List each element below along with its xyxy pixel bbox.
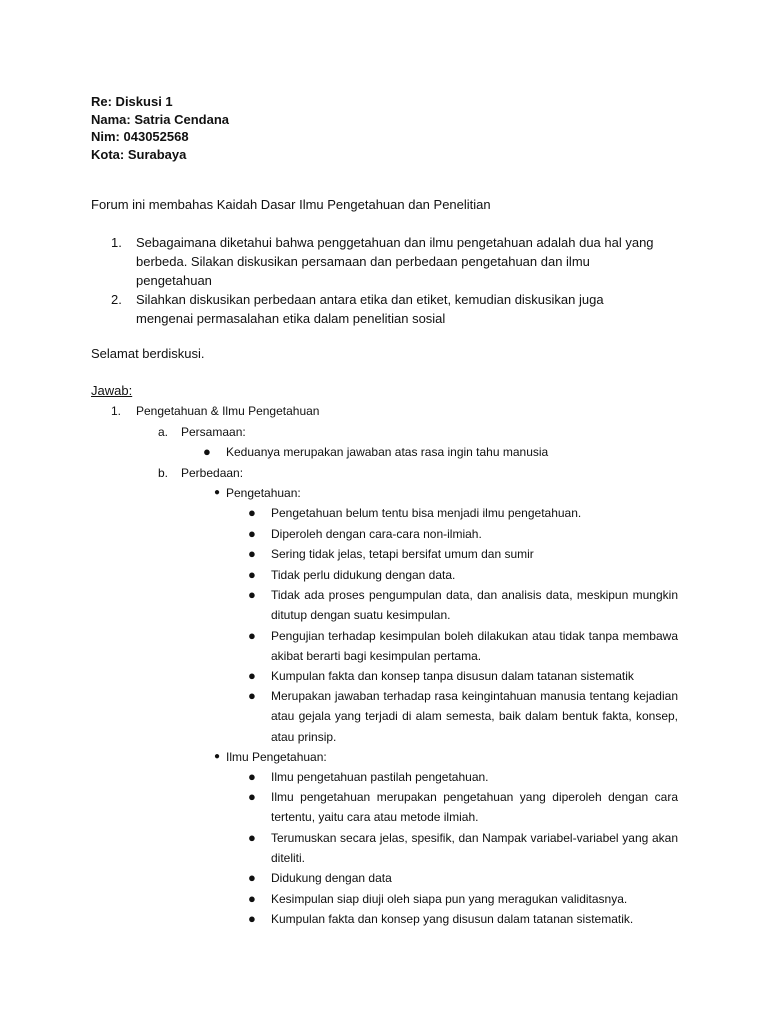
list-item: Keduanya merupakan jawaban atas rasa ingin tahu manusia (226, 445, 549, 459)
bullet-icon: ● (214, 487, 221, 498)
list-item: Kumpulan fakta dan konsep tanpa disusun dalam tatanan sistematik (271, 669, 634, 683)
list-item: Merupakan jawaban terhadap rasa keingintahuan manusia tentang kejadian atau gejala yang terjadi di alam semesta, baik dalam bentuk fakta, konsep, atau prinsip. (271, 689, 678, 744)
question-number: 2. (111, 292, 122, 307)
question-number: 1. (111, 235, 122, 250)
bullet-icon: ● (248, 891, 256, 906)
bullet-icon: ● (248, 546, 256, 561)
question-text: Silahkan diskusikan perbedaan antara etika dan etiket, kemudian diskusikan juga mengenai permasalahan etika dalam penelitian sosial (136, 292, 604, 326)
list-item: Pengujian terhadap kesimpulan boleh dilakukan atau tidak tanpa membawa akibat berarti bagi kesimpulan pertama. (271, 629, 678, 664)
section-marker: a. (158, 425, 169, 439)
answer-topic: Pengetahuan & Ilmu Pengetahuan (136, 404, 320, 418)
list-item: Pengetahuan belum tentu bisa menjadi ilmu pengetahuan. (271, 506, 582, 520)
bullet-icon: ● (248, 668, 256, 683)
subsection-label: Ilmu Pengetahuan: (226, 750, 327, 764)
list-item: Terumuskan secara jelas, spesifik, dan Nampak variabel-variabel yang akan diteliti. (271, 831, 678, 866)
closing-line: Selamat berdiskusi. (91, 346, 205, 361)
bullet-icon: ● (248, 505, 256, 520)
list-item: Kumpulan fakta dan konsep yang disusun dalam tatanan sistematik. (271, 912, 634, 926)
list-item: Kesimpulan siap diuji oleh siapa pun yang meragukan validitasnya. (271, 892, 628, 906)
bullet-icon: ● (248, 830, 256, 845)
list-item: Tidak ada proses pengumpulan data, dan analisis data, meskipun mungkin ditutup dengan suatu kesimpulan. (271, 588, 678, 623)
list-item: Ilmu pengetahuan pastilah pengetahuan. (271, 770, 489, 784)
list-item: Tidak perlu didukung dengan data. (271, 568, 456, 582)
bullet-icon: ● (248, 911, 256, 926)
nim-line: Nim: 043052568 (91, 129, 189, 144)
answer-number: 1. (111, 404, 122, 418)
bullet-icon: ● (203, 444, 211, 459)
bullet-icon: ● (248, 688, 256, 703)
list-item: Ilmu pengetahuan merupakan pengetahuan yang diperoleh dengan cara tertentu, yaitu cara atau metode ilmiah. (271, 790, 678, 825)
section-marker: b. (158, 466, 169, 480)
bullet-icon: ● (248, 789, 256, 804)
city-line: Kota: Surabaya (91, 147, 187, 162)
question-text: Sebagaimana diketahui bahwa penggetahuan dan ilmu pengetahuan adalah dua hal yang berbeda. Silakan diskusikan persamaan dan perbedaan pengetahuan dan ilmu pengetahuan (136, 235, 654, 288)
bullet-icon: ● (214, 751, 221, 762)
bullet-icon: ● (248, 628, 256, 643)
list-item: Sering tidak jelas, tetapi bersifat umum dan sumir (271, 547, 534, 561)
subsection-label: Pengetahuan: (226, 486, 301, 500)
bullet-icon: ● (248, 870, 256, 885)
forum-intro: Forum ini membahas Kaidah Dasar Ilmu Pengetahuan dan Penelitian (91, 197, 491, 212)
section-label: Perbedaan: (181, 466, 244, 480)
bullet-icon: ● (248, 526, 256, 541)
bullet-icon: ● (248, 567, 256, 582)
section-label: Persamaan: (181, 425, 246, 439)
name-line: Nama: Satria Cendana (91, 112, 229, 127)
subject-line: Re: Diskusi 1 (91, 94, 173, 109)
answer-heading: Jawab: (91, 383, 133, 398)
bullet-icon: ● (248, 769, 256, 784)
list-item: Didukung dengan data (271, 871, 392, 885)
bullet-icon: ● (248, 587, 256, 602)
list-item: Diperoleh dengan cara-cara non-ilmiah. (271, 527, 482, 541)
